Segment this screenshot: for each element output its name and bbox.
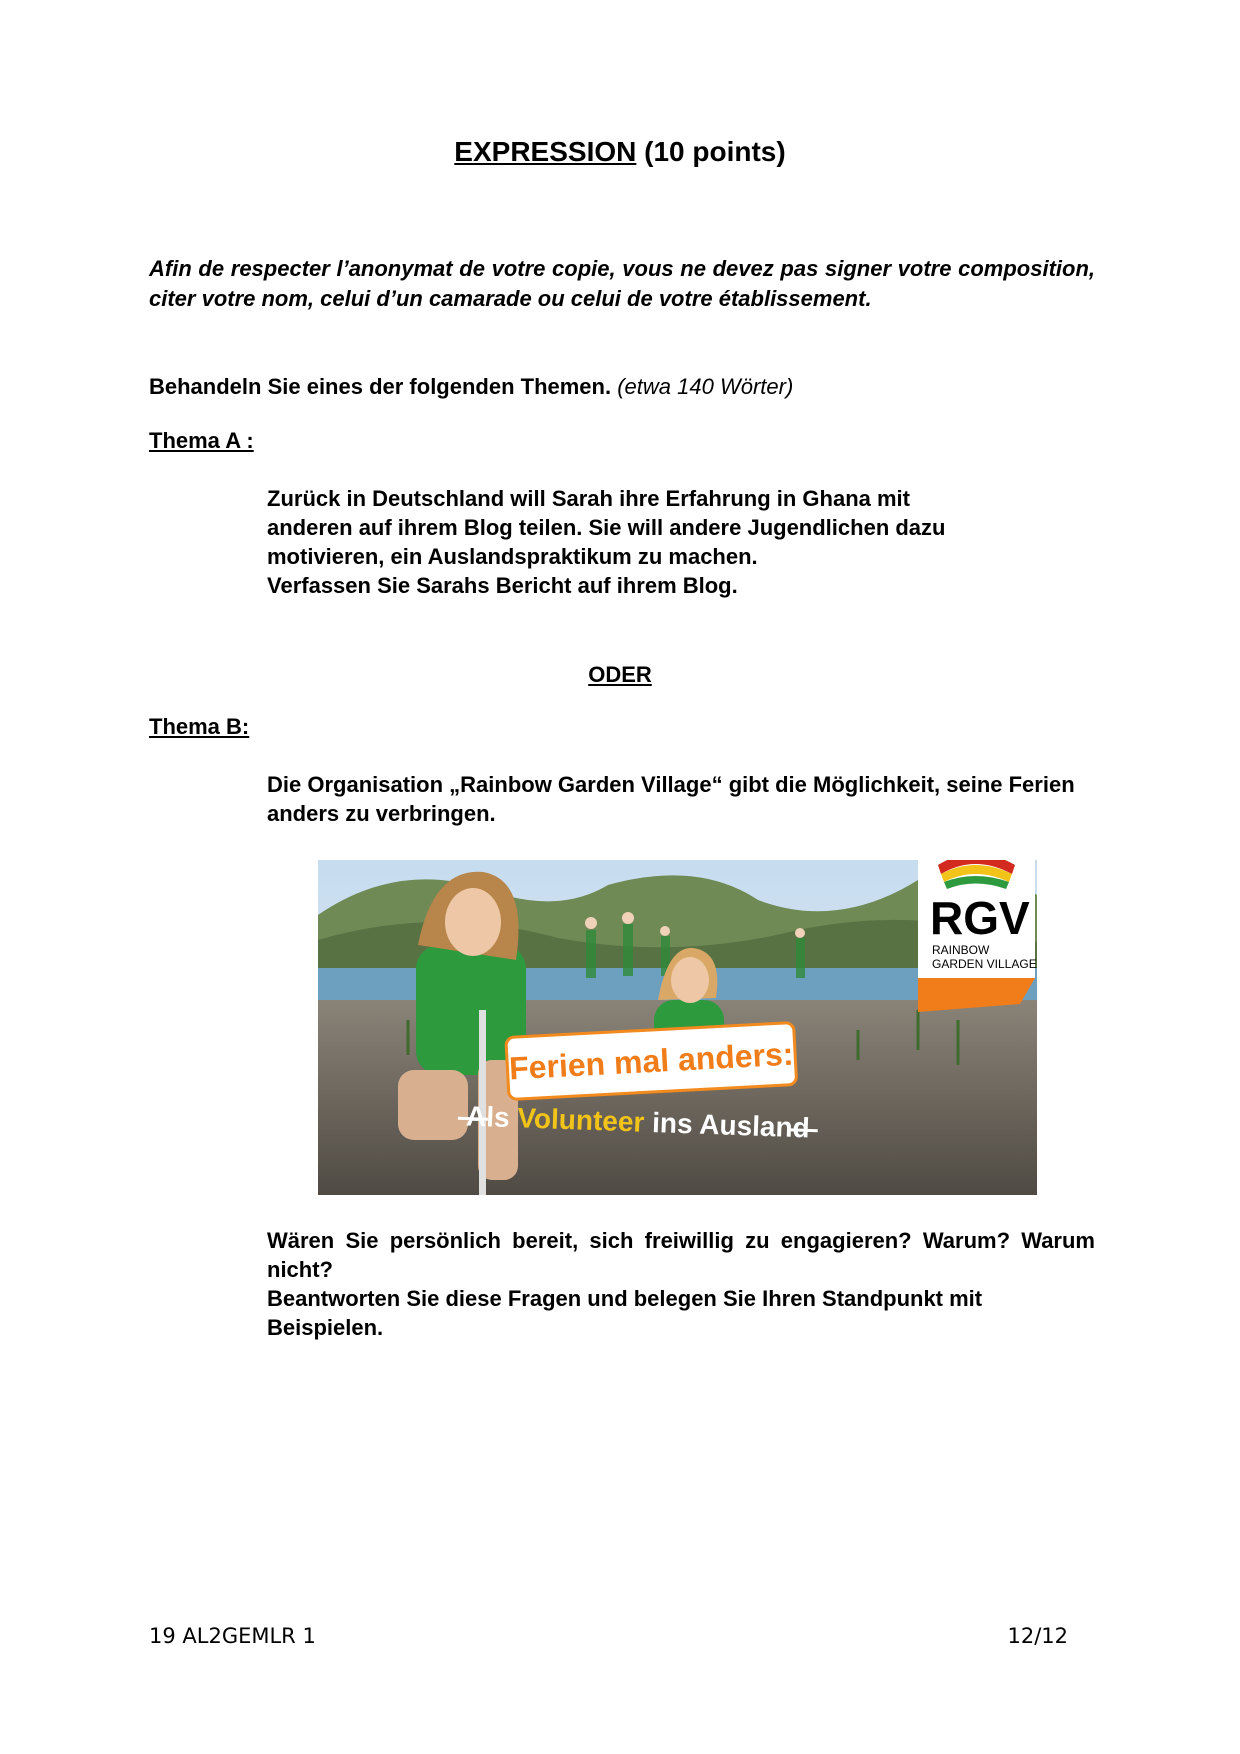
rgv-logo-letters: RGV: [930, 892, 1030, 944]
volunteer-poster-image: [318, 860, 1037, 1195]
task-main: Behandeln Sie eines der folgenden Themen.: [149, 374, 612, 399]
page-title-points: (10 points): [636, 136, 786, 167]
poster-banner-volunteer: Volunteer: [516, 1102, 645, 1138]
page-title: [0, 136, 1240, 168]
oder-separator: ODER: [588, 662, 652, 687]
poster-banner-line1: Ferien mal anders:: [508, 1035, 795, 1087]
poster-banner-ausland: ins Ausland: [643, 1106, 811, 1144]
thema-a-text: [267, 484, 1095, 600]
thema-a-line: anderen auf ihrem Blog teilen. Sie will andere Jugendlichen dazu: [267, 515, 946, 540]
word-count-note: (etwa 140 Wörter): [617, 374, 794, 399]
thema-a-line: Zurück in Deutschland will Sarah ihre Erfahrung in Ghana mit: [267, 486, 910, 511]
thema-b-question: Wären Sie persönlich bereit, sich freiwillig zu engagieren? Warum? Warum nicht?: [267, 1228, 1095, 1282]
anonymity-instructions: Afin de respecter l’anonymat de votre copie, vous ne devez pas signer votre composition, citer votre nom, celui d’un camarade ou celui de votre établissement.: [149, 256, 1095, 311]
poster-banner-als: Als: [465, 1100, 518, 1134]
page-title-main: EXPRESSION: [454, 136, 637, 167]
thema-a-line: Verfassen Sie Sarahs Bericht auf ihrem Blog.: [267, 573, 738, 598]
thema-b-instruction: Beantworten Sie diese Fragen und belegen Sie Ihren Standpunkt mit Beispielen.: [267, 1286, 983, 1340]
thema-b-intro: Die Organisation „Rainbow Garden Village“ gibt die Möglichkeit, seine Ferien anders zu verbringen.: [267, 772, 1075, 826]
footer-exam-code: 19 AL2GEMLR 1: [149, 1624, 316, 1648]
rgv-logo-line1: RAINBOW: [932, 943, 990, 957]
thema-a-heading: Thema A :: [149, 428, 254, 453]
thema-b-questions: [267, 1226, 1095, 1342]
rgv-logo: [918, 860, 1037, 1012]
thema-b-heading: Thema B:: [149, 714, 250, 739]
rgv-logo-line2: GARDEN VILLAGE: [932, 957, 1037, 971]
task-instruction: [149, 372, 793, 402]
thema-a-line: motivieren, ein Auslandspraktikum zu machen.: [267, 544, 758, 569]
footer-page-number: 12/12: [1007, 1624, 1068, 1648]
